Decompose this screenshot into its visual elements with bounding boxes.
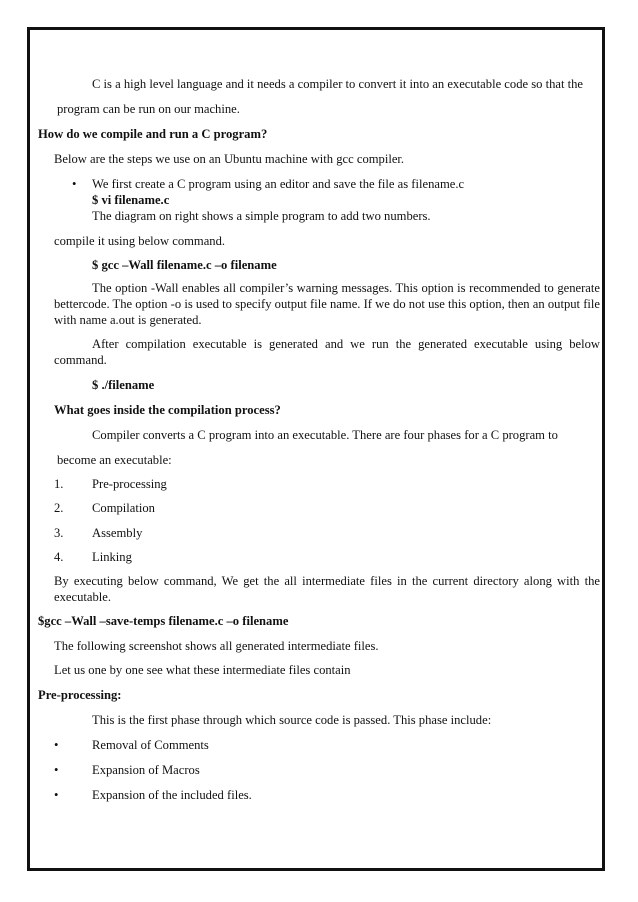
phase-number: 2. [54, 501, 64, 515]
phases-intro-line-2: become an executable: [57, 453, 172, 467]
phase-number: 1. [54, 477, 64, 491]
intermediate-paragraph: By executing below command, We get the all intermediate files in the current directory along with the executable. [54, 574, 600, 604]
option-paragraph: The option -Wall enables all compiler’s warning messages. This option is recommended to generate bettercode. The option -o is used to specify output file name. If we do not use this option, then an output file with name a.out is generated. [54, 281, 600, 327]
vi-command: $ vi filename.c [92, 193, 170, 207]
bullet-icon: • [54, 763, 59, 777]
bullet-icon: • [54, 788, 59, 802]
phase-number: 3. [54, 526, 64, 540]
intro-line-1: C is a high level language and it needs a compiler to convert it into an executable code so that the [92, 77, 583, 91]
phase-number: 4. [54, 550, 64, 564]
phase-label: Compilation [92, 501, 155, 515]
bullet-note: The diagram on right shows a simple program to add two numbers. [92, 209, 431, 223]
heading-compilation-process: What goes inside the compilation process? [54, 403, 281, 417]
phase-label: Assembly [92, 526, 143, 540]
phase-label: Pre-processing [92, 477, 167, 491]
steps-intro: Below are the steps we use on an Ubuntu machine with gcc compiler. [54, 152, 405, 166]
run-command: $ ./filename [92, 378, 155, 392]
compile-intro: compile it using below command. [54, 234, 226, 248]
run-paragraph: After compilation executable is generated and we run the generated executable using below command. [54, 337, 600, 367]
preprocessing-item: Expansion of the included files. [92, 788, 252, 802]
bullet-icon: • [72, 177, 77, 191]
phase-label: Linking [92, 550, 132, 564]
save-temps-command: $gcc –Wall –save-temps filename.c –o filename [38, 614, 289, 628]
preprocessing-item: Expansion of Macros [92, 763, 200, 777]
bullet-icon: • [54, 738, 59, 752]
phases-intro-line-1: Compiler converts a C program into an executable. There are four phases for a C program to [92, 428, 558, 442]
screenshot-note: The following screenshot shows all generated intermediate files. [54, 639, 379, 653]
one-by-one-text: Let us one by one see what these intermediate files contain [54, 663, 351, 677]
bullet-main-text: We first create a C program using an editor and save the file as filename.c [92, 177, 465, 191]
heading-compile-run: How do we compile and run a C program? [38, 127, 268, 141]
intro-line-2: program can be run on our machine. [57, 102, 240, 116]
preprocessing-intro: This is the first phase through which source code is passed. This phase include: [92, 713, 492, 727]
preprocessing-item: Removal of Comments [92, 738, 209, 752]
heading-preprocessing: Pre-processing: [38, 688, 122, 702]
gcc-command: $ gcc –Wall filename.c –o filename [92, 258, 277, 272]
